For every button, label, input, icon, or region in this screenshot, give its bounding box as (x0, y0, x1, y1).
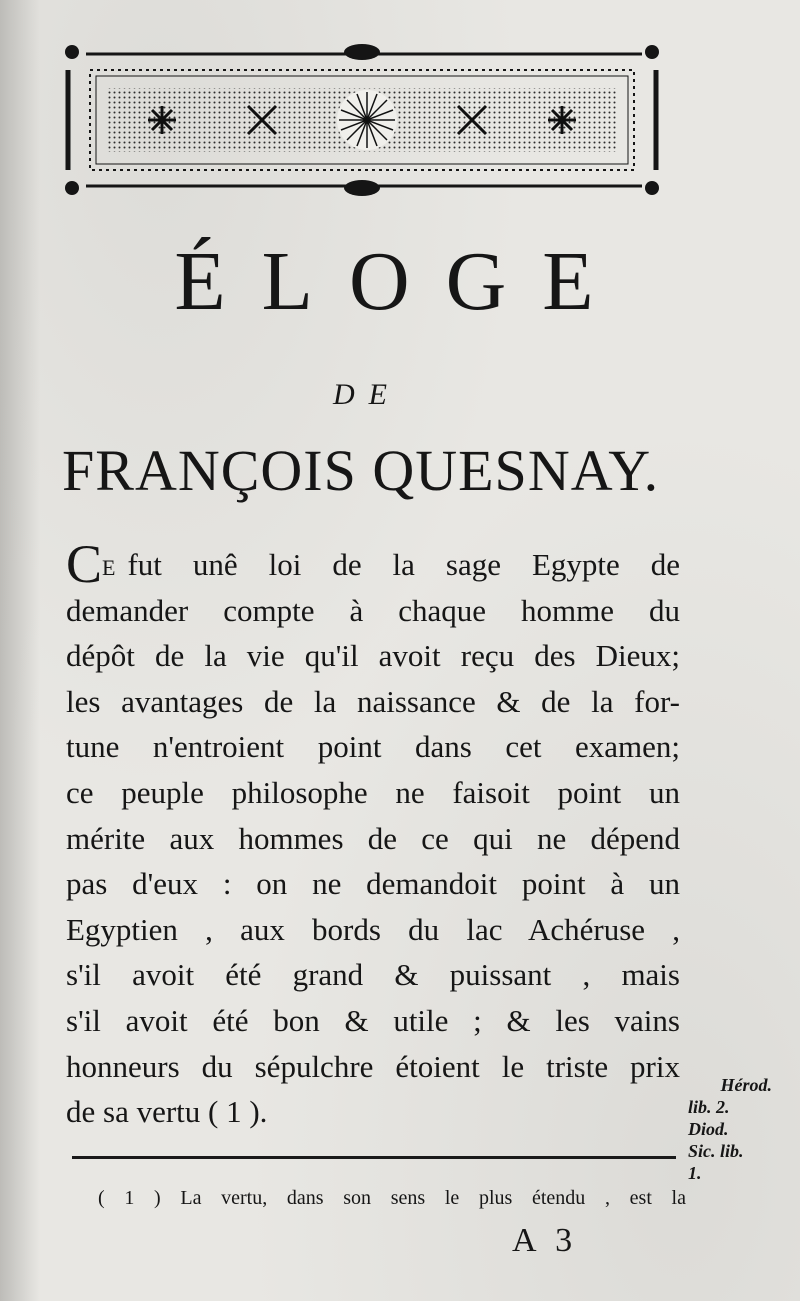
margin-note-line: Diod. (688, 1119, 729, 1139)
footnote-rule (72, 1156, 676, 1159)
text-line: dépôt de la vie qu'il avoit reçu des Dieux; (66, 638, 680, 674)
subject-name: FRANÇOIS QUESNAY. (62, 438, 660, 503)
signature-mark: A 3 (512, 1222, 579, 1259)
small-cap: E (102, 555, 118, 580)
margin-note-line: Sic. lib. (688, 1141, 744, 1161)
footnote: ( 1 ) La vertu, dans son sens le plus étendu , est la (98, 1187, 686, 1209)
text-line: de sa vertu ( 1 ). (66, 1094, 268, 1130)
text-line: ce peuple philosophe ne faisoit point un (66, 774, 680, 810)
margin-reference (688, 1074, 788, 1184)
margin-note-line: 1. (688, 1163, 702, 1183)
margin-note-line: Hérod. (720, 1075, 772, 1095)
drop-cap: C (66, 534, 103, 594)
page-title: ÉLOGE (174, 235, 630, 328)
text-line: Egyptien , aux bords du lac Achéruse , (66, 911, 680, 947)
text-line: s'il avoit été bon & utile ; & les vains (66, 1002, 680, 1038)
page-edge-shadow (0, 0, 40, 1301)
text-line: demander compte à chaque homme du (66, 592, 680, 628)
text-line: pas d'eux : on ne demandoit point à un (66, 866, 680, 902)
ornamental-headpiece (62, 40, 662, 200)
body-text (66, 534, 680, 1135)
text-line: tune n'entroient point dans cet examen; (66, 729, 680, 765)
text-line: mérite aux hommes de ce qui ne dépend (66, 820, 680, 856)
margin-note-line: lib. 2. (688, 1097, 730, 1117)
text-line: les avantages de la naissance & de la for- (66, 683, 680, 719)
text-line: honneurs du sépulchre étoient le triste prix (66, 1048, 680, 1084)
text-line: CE fut unê loi de la sage Egypte de (66, 534, 680, 594)
text-line: s'il avoit été grand & puissant , mais (66, 957, 680, 993)
title-particle: DE (333, 378, 401, 411)
